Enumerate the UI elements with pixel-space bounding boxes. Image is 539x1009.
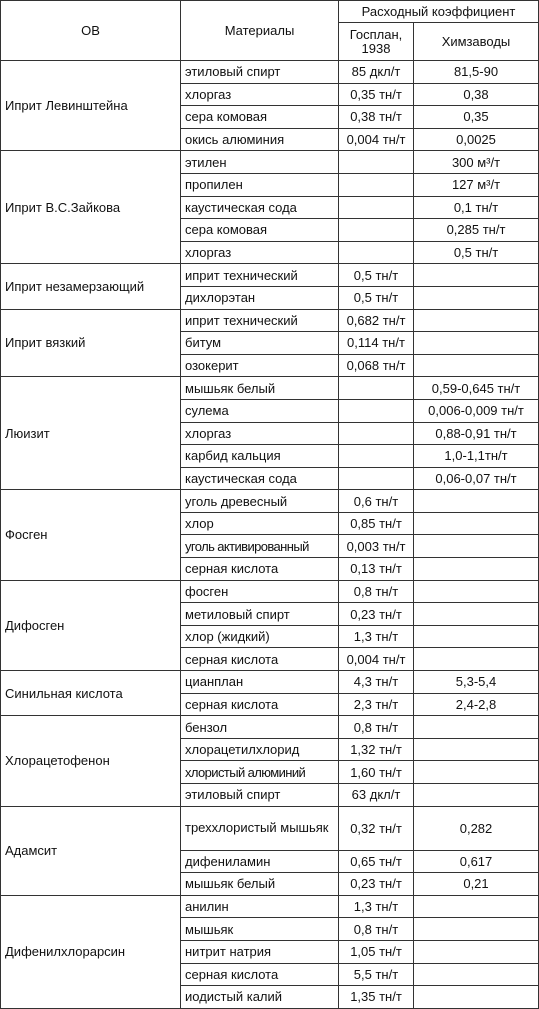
gosplan-cell: 0,114 тн/т: [339, 332, 414, 355]
gosplan-cell: [339, 467, 414, 490]
himzavody-cell: [414, 332, 539, 355]
material-cell: дифениламин: [181, 850, 339, 873]
himzavody-cell: 81,5-90: [414, 61, 539, 84]
material-cell: иприт технический: [181, 309, 339, 332]
table-body: [1, 61, 539, 1009]
gosplan-cell: [339, 196, 414, 219]
himzavody-cell: [414, 986, 539, 1009]
material-cell: этиловый спирт: [181, 784, 339, 807]
gosplan-cell: [339, 151, 414, 174]
agent-name-cell: Иприт незамерзающий: [1, 264, 181, 309]
material-cell: иприт технический: [181, 264, 339, 287]
himzavody-cell: 0,0025: [414, 128, 539, 151]
gosplan-cell: 0,32 тн/т: [339, 806, 414, 850]
himzavody-cell: 300 м³/т: [414, 151, 539, 174]
himzavody-cell: 0,282: [414, 806, 539, 850]
gosplan-cell: 0,23 тн/т: [339, 873, 414, 896]
material-cell: сера комовая: [181, 106, 339, 129]
gosplan-cell: 0,65 тн/т: [339, 850, 414, 873]
gosplan-cell: 0,003 тн/т: [339, 535, 414, 558]
himzavody-cell: 0,59-0,645 тн/т: [414, 377, 539, 400]
himzavody-cell: [414, 625, 539, 648]
gosplan-cell: 1,05 тн/т: [339, 940, 414, 963]
gosplan-cell: 5,5 тн/т: [339, 963, 414, 986]
gosplan-cell: 0,38 тн/т: [339, 106, 414, 129]
himzavody-cell: 0,21: [414, 873, 539, 896]
material-cell: хлоргаз: [181, 83, 339, 106]
table-header: [1, 1, 539, 61]
himzavody-cell: [414, 761, 539, 784]
himzavody-cell: [414, 580, 539, 603]
gosplan-cell: 1,3 тн/т: [339, 895, 414, 918]
gosplan-cell: 0,8 тн/т: [339, 716, 414, 739]
himzavody-cell: [414, 940, 539, 963]
table-row: [1, 716, 539, 739]
himzavody-cell: 0,88-0,91 тн/т: [414, 422, 539, 445]
gosplan-cell: 0,8 тн/т: [339, 580, 414, 603]
gosplan-cell: [339, 377, 414, 400]
himzavody-cell: [414, 558, 539, 581]
header-ov: ОВ: [1, 1, 181, 61]
material-cell: каустическая сода: [181, 467, 339, 490]
himzavody-cell: [414, 535, 539, 558]
material-cell: мышьяк: [181, 918, 339, 941]
himzavody-cell: 0,35: [414, 106, 539, 129]
header-himzavody: Химзаводы: [414, 23, 539, 61]
material-cell: фосген: [181, 580, 339, 603]
material-cell: анилин: [181, 895, 339, 918]
material-cell: карбид кальция: [181, 445, 339, 468]
gosplan-cell: 2,3 тн/т: [339, 693, 414, 716]
material-cell: хлоргаз: [181, 241, 339, 264]
himzavody-cell: [414, 286, 539, 309]
gosplan-cell: 0,13 тн/т: [339, 558, 414, 581]
gosplan-cell: 1,60 тн/т: [339, 761, 414, 784]
gosplan-cell: 4,3 тн/т: [339, 671, 414, 694]
material-cell: серная кислота: [181, 648, 339, 671]
himzavody-cell: [414, 648, 539, 671]
agent-name-cell: Фосген: [1, 490, 181, 580]
gosplan-cell: [339, 399, 414, 422]
himzavody-cell: [414, 603, 539, 626]
gosplan-cell: 0,068 тн/т: [339, 354, 414, 377]
himzavody-cell: [414, 512, 539, 535]
gosplan-cell: 0,6 тн/т: [339, 490, 414, 513]
agent-name-cell: Дифенилхлорарсин: [1, 895, 181, 1008]
gosplan-cell: 0,5 тн/т: [339, 264, 414, 287]
gosplan-cell: 85 дкл/т: [339, 61, 414, 84]
material-cell: метиловый спирт: [181, 603, 339, 626]
material-cell: треххлористый мышьяк: [181, 806, 339, 850]
material-cell: хлорацетилхлорид: [181, 738, 339, 761]
header-gosplan: Госплан, 1938: [339, 23, 414, 61]
table-row: [1, 377, 539, 400]
gosplan-cell: [339, 173, 414, 196]
himzavody-cell: 0,006-0,009 тн/т: [414, 399, 539, 422]
gosplan-cell: 0,8 тн/т: [339, 918, 414, 941]
agent-name-cell: Адамсит: [1, 806, 181, 895]
gosplan-cell: [339, 422, 414, 445]
himzavody-cell: 0,1 тн/т: [414, 196, 539, 219]
material-cell: хлоргаз: [181, 422, 339, 445]
himzavody-cell: [414, 963, 539, 986]
material-cell: уголь древесный: [181, 490, 339, 513]
material-cell: хлористый алюминий: [181, 761, 339, 784]
himzavody-cell: 5,3-5,4: [414, 671, 539, 694]
gosplan-cell: 1,32 тн/т: [339, 738, 414, 761]
material-cell: мышьяк белый: [181, 377, 339, 400]
material-cell: серная кислота: [181, 963, 339, 986]
himzavody-cell: [414, 784, 539, 807]
material-cell: иодистый калий: [181, 986, 339, 1009]
material-cell: сера комовая: [181, 219, 339, 242]
gosplan-cell: 1,3 тн/т: [339, 625, 414, 648]
header-coefficient: Расходный коэффициент: [339, 1, 539, 23]
table-row: [1, 580, 539, 603]
agent-name-cell: Иприт В.С.Зайкова: [1, 151, 181, 264]
material-cell: сулема: [181, 399, 339, 422]
agent-name-cell: Люизит: [1, 377, 181, 490]
agent-name-cell: Иприт вязкий: [1, 309, 181, 377]
himzavody-cell: 127 м³/т: [414, 173, 539, 196]
material-cell: хлор: [181, 512, 339, 535]
material-cell: окись алюминия: [181, 128, 339, 151]
material-cell: серная кислота: [181, 693, 339, 716]
gosplan-cell: [339, 219, 414, 242]
gosplan-cell: 0,85 тн/т: [339, 512, 414, 535]
agent-name-cell: Хлорацетофенон: [1, 716, 181, 806]
material-cell: каустическая сода: [181, 196, 339, 219]
gosplan-cell: 0,004 тн/т: [339, 128, 414, 151]
material-cell: цианплан: [181, 671, 339, 694]
himzavody-cell: 0,5 тн/т: [414, 241, 539, 264]
table-row: [1, 806, 539, 850]
himzavody-cell: [414, 490, 539, 513]
table-row: [1, 151, 539, 174]
table-row: [1, 309, 539, 332]
gosplan-cell: [339, 445, 414, 468]
table-row: [1, 490, 539, 513]
himzavody-cell: [414, 716, 539, 739]
material-cell: мышьяк белый: [181, 873, 339, 896]
table-row: [1, 264, 539, 287]
himzavody-cell: [414, 264, 539, 287]
himzavody-cell: 0,285 тн/т: [414, 219, 539, 242]
himzavody-cell: [414, 354, 539, 377]
material-cell: дихлорэтан: [181, 286, 339, 309]
himzavody-cell: 2,4-2,8: [414, 693, 539, 716]
gosplan-cell: 63 дкл/т: [339, 784, 414, 807]
himzavody-cell: 1,0-1,1тн/т: [414, 445, 539, 468]
gosplan-cell: 0,004 тн/т: [339, 648, 414, 671]
himzavody-cell: 0,617: [414, 850, 539, 873]
gosplan-cell: [339, 241, 414, 264]
material-cell: битум: [181, 332, 339, 355]
himzavody-cell: 0,38: [414, 83, 539, 106]
material-cell: серная кислота: [181, 558, 339, 581]
table-row: [1, 61, 539, 84]
agent-name-cell: Дифосген: [1, 580, 181, 670]
material-cell: нитрит натрия: [181, 940, 339, 963]
table-row: [1, 671, 539, 694]
gosplan-cell: 0,682 тн/т: [339, 309, 414, 332]
agent-name-cell: Синильная кислота: [1, 671, 181, 716]
gosplan-cell: 0,5 тн/т: [339, 286, 414, 309]
himzavody-cell: [414, 738, 539, 761]
himzavody-cell: [414, 918, 539, 941]
table-row: [1, 895, 539, 918]
material-cell: этилен: [181, 151, 339, 174]
agent-name-cell: Иприт Левинштейна: [1, 61, 181, 151]
material-cell: уголь активированный: [181, 535, 339, 558]
himzavody-cell: [414, 895, 539, 918]
gosplan-cell: 0,23 тн/т: [339, 603, 414, 626]
himzavody-cell: [414, 309, 539, 332]
himzavody-cell: 0,06-0,07 тн/т: [414, 467, 539, 490]
material-cell: бензол: [181, 716, 339, 739]
header-materials: Материалы: [181, 1, 339, 61]
gosplan-cell: 0,35 тн/т: [339, 83, 414, 106]
material-cell: пропилен: [181, 173, 339, 196]
gosplan-cell: 1,35 тн/т: [339, 986, 414, 1009]
material-cell: этиловый спирт: [181, 61, 339, 84]
material-cell: озокерит: [181, 354, 339, 377]
material-cell: хлор (жидкий): [181, 625, 339, 648]
